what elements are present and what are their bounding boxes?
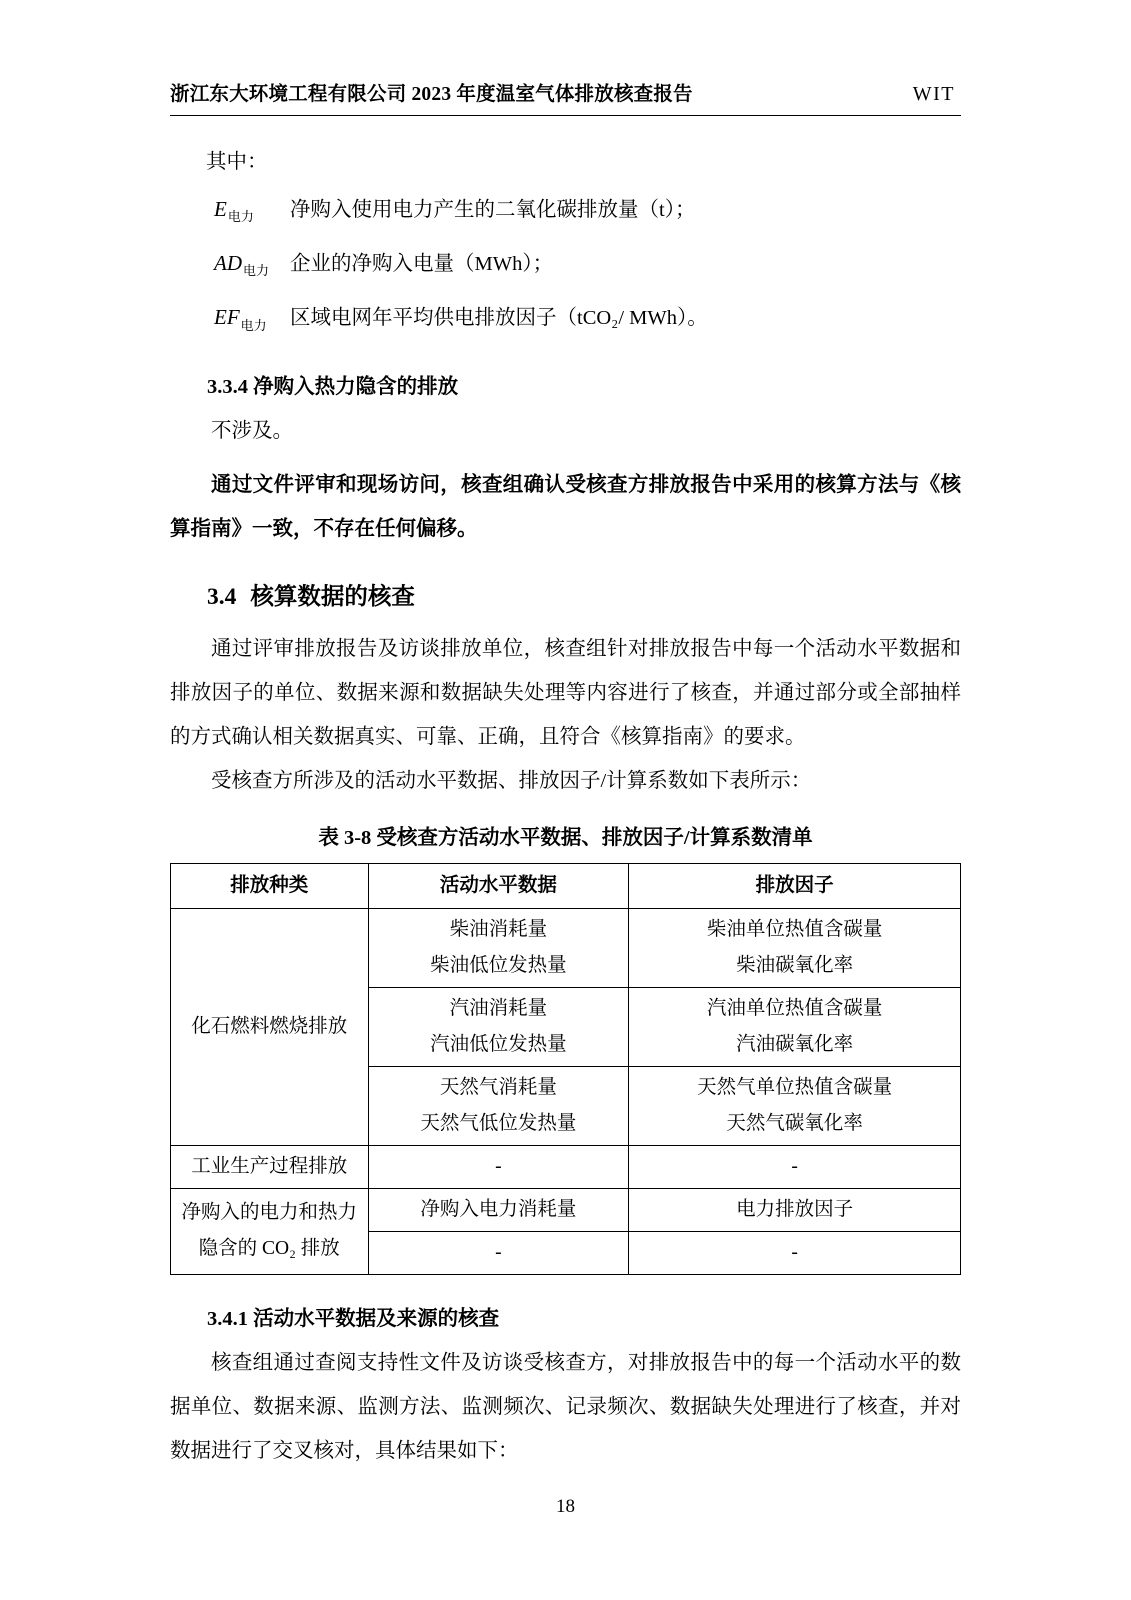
symbol-subscript: 电力 [243, 263, 270, 279]
symbol-text: EF [214, 305, 240, 330]
table-cell-activity: - [368, 1145, 629, 1188]
activity-line: 柴油消耗量 [449, 918, 548, 940]
table-row [171, 1145, 961, 1188]
heading-3-4-1: 3.4.1 活动水平数据及来源的核查 [207, 1307, 500, 1330]
table-cell-activity [368, 987, 629, 1066]
table-cell-category: 化石燃料燃烧排放 [171, 908, 369, 1145]
table-cell-activity: 净购入电力消耗量 [368, 1188, 629, 1231]
factor-line: 汽油碳氧化率 [736, 1033, 854, 1055]
definition-description: 净购入使用电力产生的二氧化碳排放量（t）； [290, 199, 696, 221]
symbol-text: E [214, 197, 227, 221]
factor-line: 柴油单位热值含碳量 [706, 918, 883, 940]
table-cell-category [171, 1188, 369, 1274]
table-cell-factor: 电力排放因子 [629, 1188, 961, 1231]
table-header-row [171, 863, 961, 908]
heading-3-3-4: 3.3.4 净购入热力隐含的排放 [207, 375, 459, 398]
page-footer [0, 1496, 1131, 1518]
heading-3-4-text: 核算数据的核查 [250, 583, 415, 610]
table-cell-category: 工业生产过程排放 [171, 1145, 369, 1188]
symbol-subscript: 电力 [227, 209, 254, 225]
activity-line: 汽油低位发热量 [430, 1033, 567, 1055]
heading-3-4 [170, 573, 961, 621]
table-caption: 表 3-8 受核查方活动水平数据、排放因子/计算系数清单 [318, 826, 813, 849]
table-header-cell: 活动水平数据 [368, 863, 629, 908]
category-line: 隐含的 CO₂ 排放 [198, 1238, 340, 1260]
definition-row [170, 240, 961, 294]
symbol-definition-list [170, 186, 961, 349]
factor-line: 天然气碳氧化率 [726, 1112, 863, 1134]
activity-line: 天然气消耗量 [439, 1076, 557, 1098]
emission-data-table [170, 863, 961, 1275]
category-line: 净购入的电力和热力 [181, 1202, 357, 1224]
table-cell-factor [629, 987, 961, 1066]
definition-description: 区域电网年平均供电排放因子（tCO₂/ MWh）。 [290, 307, 708, 330]
table-cell-activity: - [368, 1231, 629, 1274]
activity-line: 天然气低位发热量 [420, 1112, 577, 1134]
heading-3-4-number: 3.4 [207, 583, 237, 610]
symbol-text: AD [214, 251, 242, 276]
table-cell-activity [368, 908, 629, 987]
paragraph-conclusion: 通过文件评审和现场访问，核查组确认受核查方排放报告中采用的核算方法与《核算指南》一致，不存在任何偏移。 [170, 473, 961, 540]
paragraph-3-4-2: 受核查方所涉及的活动水平数据、排放因子/计算系数如下表所示： [211, 769, 812, 792]
activity-line: 汽油消耗量 [449, 997, 548, 1019]
factor-line: 天然气单位热值含碳量 [697, 1076, 893, 1098]
symbol-subscript: 电力 [240, 317, 267, 333]
definition-symbol [170, 294, 290, 348]
header-title: 浙江东大环境工程有限公司 2023 年度温室气体排放核查报告 [170, 84, 693, 105]
table-cell-factor [629, 1066, 961, 1145]
table-row [171, 1188, 961, 1231]
definition-row [170, 186, 961, 240]
definition-description: 企业的净购入电量（MWh）； [290, 253, 554, 276]
page-number: 18 [556, 1496, 575, 1517]
table-row [171, 908, 961, 987]
definition-symbol [170, 240, 290, 294]
page-header [170, 78, 961, 116]
factor-line: 柴油碳氧化率 [736, 954, 854, 976]
paragraph-not-involved: 不涉及。 [211, 419, 293, 442]
table-header-cell: 排放种类 [171, 863, 369, 908]
paragraph-3-4-1-body: 核查组通过查阅支持性文件及访谈受核查方，对排放报告中的每一个活动水平的数据单位、数据来源、监测方法、监测频次、记录频次、数据缺失处理进行了核查，并对数据进行了交叉核对，具体结果如下： [170, 1351, 961, 1462]
header-mark: WIT [912, 83, 955, 105]
table-cell-factor [629, 908, 961, 987]
activity-line: 柴油低位发热量 [430, 954, 567, 976]
definition-row [170, 294, 961, 348]
where-label: 其中： [206, 151, 268, 173]
table-cell-factor: - [629, 1145, 961, 1188]
page-content [170, 116, 961, 1473]
table-cell-activity [368, 1066, 629, 1145]
table-header-cell: 排放因子 [629, 863, 961, 908]
factor-line: 汽油单位热值含碳量 [706, 997, 883, 1019]
definition-symbol [170, 186, 290, 240]
table-cell-factor: - [629, 1231, 961, 1274]
paragraph-3-4-1: 通过评审排放报告及访谈排放单位，核查组针对排放报告中每一个活动水平数据和排放因子的单位、数据来源和数据缺失处理等内容进行了核查，并通过部分或全部抽样的方式确认相关数据真实、可靠、正确，且符合《核算指南》的要求。 [170, 637, 961, 748]
